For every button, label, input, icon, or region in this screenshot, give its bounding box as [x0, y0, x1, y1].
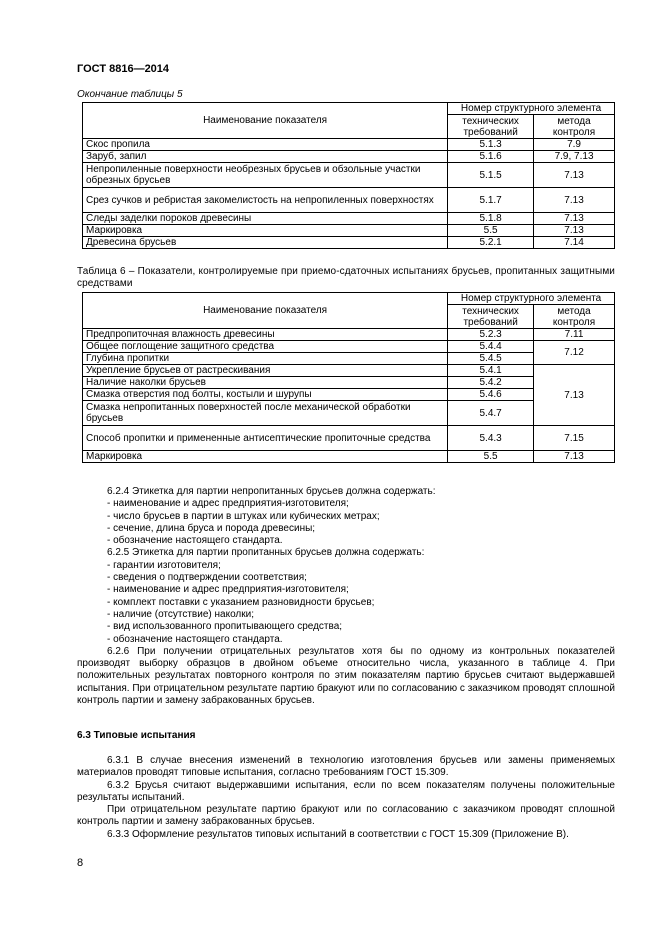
table-cell-method: 7.13: [534, 365, 615, 426]
table-row: [83, 213, 615, 225]
table-row: [83, 188, 615, 213]
table-cell-tech: 5.2.1: [448, 237, 534, 249]
table-cell-tech: 5.5: [448, 451, 534, 463]
table-cell-tech: 5.1.6: [448, 151, 534, 163]
document-code: ГОСТ 8816—2014: [77, 63, 170, 75]
table-cell-method: 7.14: [534, 237, 615, 249]
table-cell-name: Непропиленные поверхности необрезных брусьев и обзольные участки обрезных брусьев: [83, 163, 448, 188]
table-cell-method: 7.9, 7.13: [534, 151, 615, 163]
table-cell-method: 7.13: [534, 451, 615, 463]
table-cell-tech: 5.4.1: [448, 365, 534, 377]
table-cell-name: Маркировка: [83, 451, 448, 463]
table-cell-tech: 5.4.5: [448, 353, 534, 365]
table-cell-name: Заруб, запил: [83, 151, 448, 163]
table-row: [83, 451, 615, 463]
table-cell-tech: 5.2.3: [448, 329, 534, 341]
table-cell-name: Способ пропитки и примененные антисептические пропиточные средства: [83, 426, 448, 451]
table-cell-tech: 5.1.8: [448, 213, 534, 225]
table-cell-name: Следы заделки пороков древесины: [83, 213, 448, 225]
table-row: [83, 341, 615, 353]
table5-col-tech: технических требований: [448, 115, 534, 139]
page-number: 8: [77, 857, 84, 869]
table6-col-name: Наименование показателя: [83, 293, 448, 329]
table-cell-tech: 5.4.3: [448, 426, 534, 451]
paragraph-6-2-5: 6.2.5 Этикетка для партии пропитанных брусьев должна содержать:: [107, 547, 425, 559]
table-cell-name: Срез сучков и ребристая закомелистость на непропиленных поверхностях: [83, 188, 448, 213]
table-cell-method: 7.13: [534, 213, 615, 225]
table-cell-name: Древесина брусьев: [83, 237, 448, 249]
table-row: [83, 365, 615, 377]
table-cell-tech: 5.1.5: [448, 163, 534, 188]
table-cell-name: Общее поглощение защитного средства: [83, 341, 448, 353]
table-cell-name: Предпропиточная влажность древесины: [83, 329, 448, 341]
table-row: [83, 237, 615, 249]
body-text: [77, 486, 615, 707]
list-item: - обозначение настоящего стандарта.: [107, 633, 283, 645]
table-row: [83, 151, 615, 163]
table-cell-tech: 5.4.4: [448, 341, 534, 353]
paragraph-6-2-4: 6.2.4 Этикетка для партии непропитанных брусьев должна содержать:: [107, 486, 436, 497]
paragraph-6-3-2-b: При отрицательном результате партию бракуют или по согласованию с заказчиком проводят сплошной контроль партии и замену забракованных брусьев.: [77, 804, 615, 828]
table5-col-group: Номер структурного элемента: [448, 103, 615, 115]
table-row: [83, 329, 615, 341]
list-item: - вид использованного пропитывающего средства;: [107, 621, 343, 633]
table-cell-name: Скос пропила: [83, 139, 448, 151]
table-cell-method: 7.11: [534, 329, 615, 341]
table-cell-name: Смазка отверстия под болты, костыли и шурупы: [83, 389, 448, 401]
table-row: [83, 225, 615, 237]
paragraph-6-3-1: 6.3.1 В случае внесения изменений в технологию изготовления брусьев или замены применяемых материалов проводят типовые испытания, согласно требованиям ГОСТ 15.309.: [77, 755, 615, 779]
table-cell-name: Наличие наколки брусьев: [83, 377, 448, 389]
table5: [82, 102, 615, 249]
table-cell-tech: 5.1.3: [448, 139, 534, 151]
table-cell-name: Укрепление брусьев от растрескивания: [83, 365, 448, 377]
list-item: - наличие (отсутствие) наколки;: [107, 608, 254, 620]
body-text-6-3: [77, 755, 615, 841]
list-item: - наименование и адрес предприятия-изготовителя;: [107, 498, 349, 510]
table6-caption: Таблица 6 – Показатели, контролируемые при приемо-сдаточных испытаниях брусьев, пропитанных защитными средствами: [77, 266, 615, 290]
table-cell-name: Глубина пропитки: [83, 353, 448, 365]
table-cell-name: Маркировка: [83, 225, 448, 237]
table-cell-tech: 5.4.7: [448, 401, 534, 426]
table-cell-tech: 5.1.7: [448, 188, 534, 213]
table-cell-method: 7.13: [534, 188, 615, 213]
table5-col-name: Наименование показателя: [83, 103, 448, 139]
list-item: - обозначение настоящего стандарта.: [107, 535, 283, 547]
table-cell-method: 7.13: [534, 163, 615, 188]
table-row: [83, 426, 615, 451]
paragraph-6-2-6: 6.2.6 При получении отрицательных результатов хотя бы по одному из контрольных показателей производят выборку образцов в двойном объеме относительно числа, указанного в таблице 4. При положительных результатах повторного контроля по этим показателям партию брусьев считают выдержавшей испытания. При отрицательном результате партию бракуют или по согласованию с заказчиком проводят сплошной контроль партии и замену забракованных брусьев.: [77, 645, 615, 707]
table-cell-tech: 5.4.2: [448, 377, 534, 389]
table-cell-tech: 5.5: [448, 225, 534, 237]
table6-col-tech: технических требований: [448, 305, 534, 329]
list-item: - сведения о подтверждении соответствия;: [107, 572, 307, 584]
section-title-6-3: 6.3 Типовые испытания: [77, 730, 196, 741]
list-item: - комплект поставки с указанием разновидности брусьев;: [107, 596, 375, 608]
table-row: [83, 139, 615, 151]
table5-caption: Окончание таблицы 5: [77, 89, 183, 100]
list-item: - гарантии изготовителя;: [107, 559, 221, 571]
table-cell-method: 7.15: [534, 426, 615, 451]
table-cell-tech: 5.4.6: [448, 389, 534, 401]
table-cell-name: Смазка непропитанных поверхностей после механической обработки брусьев: [83, 401, 448, 426]
table5-col-method: метода контроля: [534, 115, 615, 139]
table6-col-method: метода контроля: [534, 305, 615, 329]
list-item: - сечение, длина бруса и порода древесины;: [107, 522, 316, 534]
table6: [82, 292, 615, 463]
list-item: - наименование и адрес предприятия-изготовителя;: [107, 584, 349, 596]
table-cell-method: 7.13: [534, 225, 615, 237]
table-cell-method: 7.9: [534, 139, 615, 151]
paragraph-6-3-3: 6.3.3 Оформление результатов типовых испытаний в соответствии с ГОСТ 15.309 (Приложение В).: [107, 828, 569, 840]
table6-col-group: Номер структурного элемента: [448, 293, 615, 305]
list-item: - число брусьев в партии в штуках или кубических метрах;: [107, 510, 380, 522]
table-cell-method: 7.12: [534, 341, 615, 365]
paragraph-6-3-2: 6.3.2 Брусья считают выдержавшими испытания, если по всем показателям получены положительные результаты испытаний.: [77, 779, 615, 803]
table-row: [83, 163, 615, 188]
